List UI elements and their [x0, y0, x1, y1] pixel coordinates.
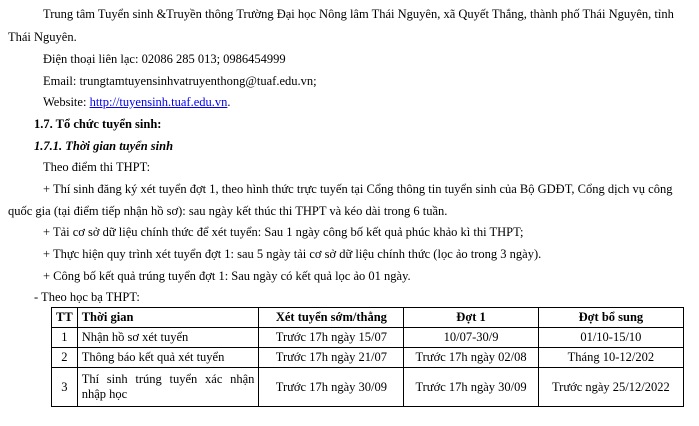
bullet-download-data: + Tải cơ sở dữ liệu chính thức để xét tuyển: Sau 1 ngày công bố kết quả phúc khảo kì thi THPT;	[43, 225, 524, 239]
row-early: Trước 17h ngày 15/07	[259, 328, 404, 348]
phone-line: Điện thoại liên lạc: 02086 285 013; 0986454999	[43, 52, 286, 66]
section-subheading: 1.7.1. Thời gian tuyển sinh	[34, 139, 174, 153]
row-number: 2	[52, 348, 78, 368]
header-time: Thời gian	[77, 308, 259, 328]
thpt-intro: Theo điểm thi THPT:	[43, 160, 151, 174]
header-early: Xét tuyển sớm/thẳng	[259, 308, 404, 328]
bullet-registration-line1: + Thí sinh đăng ký xét tuyển đợt 1, theo hình thức trực tuyến tại Cổng thông tin tuyển sinh của Bộ GDĐT, Cổng dịch vụ công	[43, 182, 673, 196]
row-early: Trước 17h ngày 30/09	[259, 368, 404, 407]
section-heading: 1.7. Tổ chức tuyển sinh:	[34, 117, 162, 131]
row-step: Thí sinh trúng tuyển xác nhận nhập học	[77, 368, 259, 407]
row-round1: Trước 17h ngày 30/09	[404, 368, 538, 407]
row-step: Nhận hồ sơ xét tuyển	[77, 328, 259, 348]
table-row	[52, 348, 684, 368]
address-continuation: Thái Nguyên.	[8, 30, 77, 44]
hocba-intro: - Theo học bạ THPT:	[34, 290, 140, 304]
website-line	[43, 94, 231, 110]
website-link[interactable]: http://tuyensinh.tuaf.edu.vn	[89, 95, 228, 109]
table-row	[52, 328, 684, 348]
row-round1: Trước 17h ngày 02/08	[404, 348, 538, 368]
row-supplementary: 01/10-15/10	[538, 328, 683, 348]
header-supplementary: Đợt bổ sung	[538, 308, 683, 328]
row-round1: 10/07-30/9	[404, 328, 538, 348]
email-line: Email: trungtamtuyensinhvatruyenthong@tuaf.edu.vn;	[43, 74, 317, 88]
header-round1: Đợt 1	[404, 308, 538, 328]
row-number: 1	[52, 328, 78, 348]
admission-schedule-table	[51, 307, 684, 407]
bullet-announce: + Công bố kết quả trúng tuyển đợt 1: Sau ngày có kết quả lọc ảo 01 ngày.	[43, 269, 411, 283]
website-end: .	[227, 95, 231, 109]
row-number: 3	[52, 368, 78, 407]
row-supplementary: Tháng 10-12/202	[538, 348, 683, 368]
table-header-row	[52, 308, 684, 328]
bullet-registration-line2: quốc gia (tại điểm tiếp nhận hồ sơ): sau ngày kết thúc thi THPT và kéo dài trong 6 tuần.	[8, 204, 448, 218]
table-row	[52, 368, 684, 407]
row-step: Thông báo kết quả xét tuyển	[77, 348, 259, 368]
bullet-process: + Thực hiện quy trình xét tuyển đợt 1: sau 5 ngày tải cơ sở dữ liệu chính thức (lọc ảo trong 3 ngày).	[43, 247, 542, 261]
row-supplementary: Trước ngày 25/12/2022	[538, 368, 683, 407]
website-label: Website:	[43, 95, 90, 109]
row-early: Trước 17h ngày 21/07	[259, 348, 404, 368]
header-tt: TT	[52, 308, 78, 328]
address-line: Trung tâm Tuyển sinh &Truyền thông Trường Đại học Nông lâm Thái Nguyên, xã Quyết Thắng, thành phố Thái Nguyên, tỉnh	[43, 7, 674, 21]
